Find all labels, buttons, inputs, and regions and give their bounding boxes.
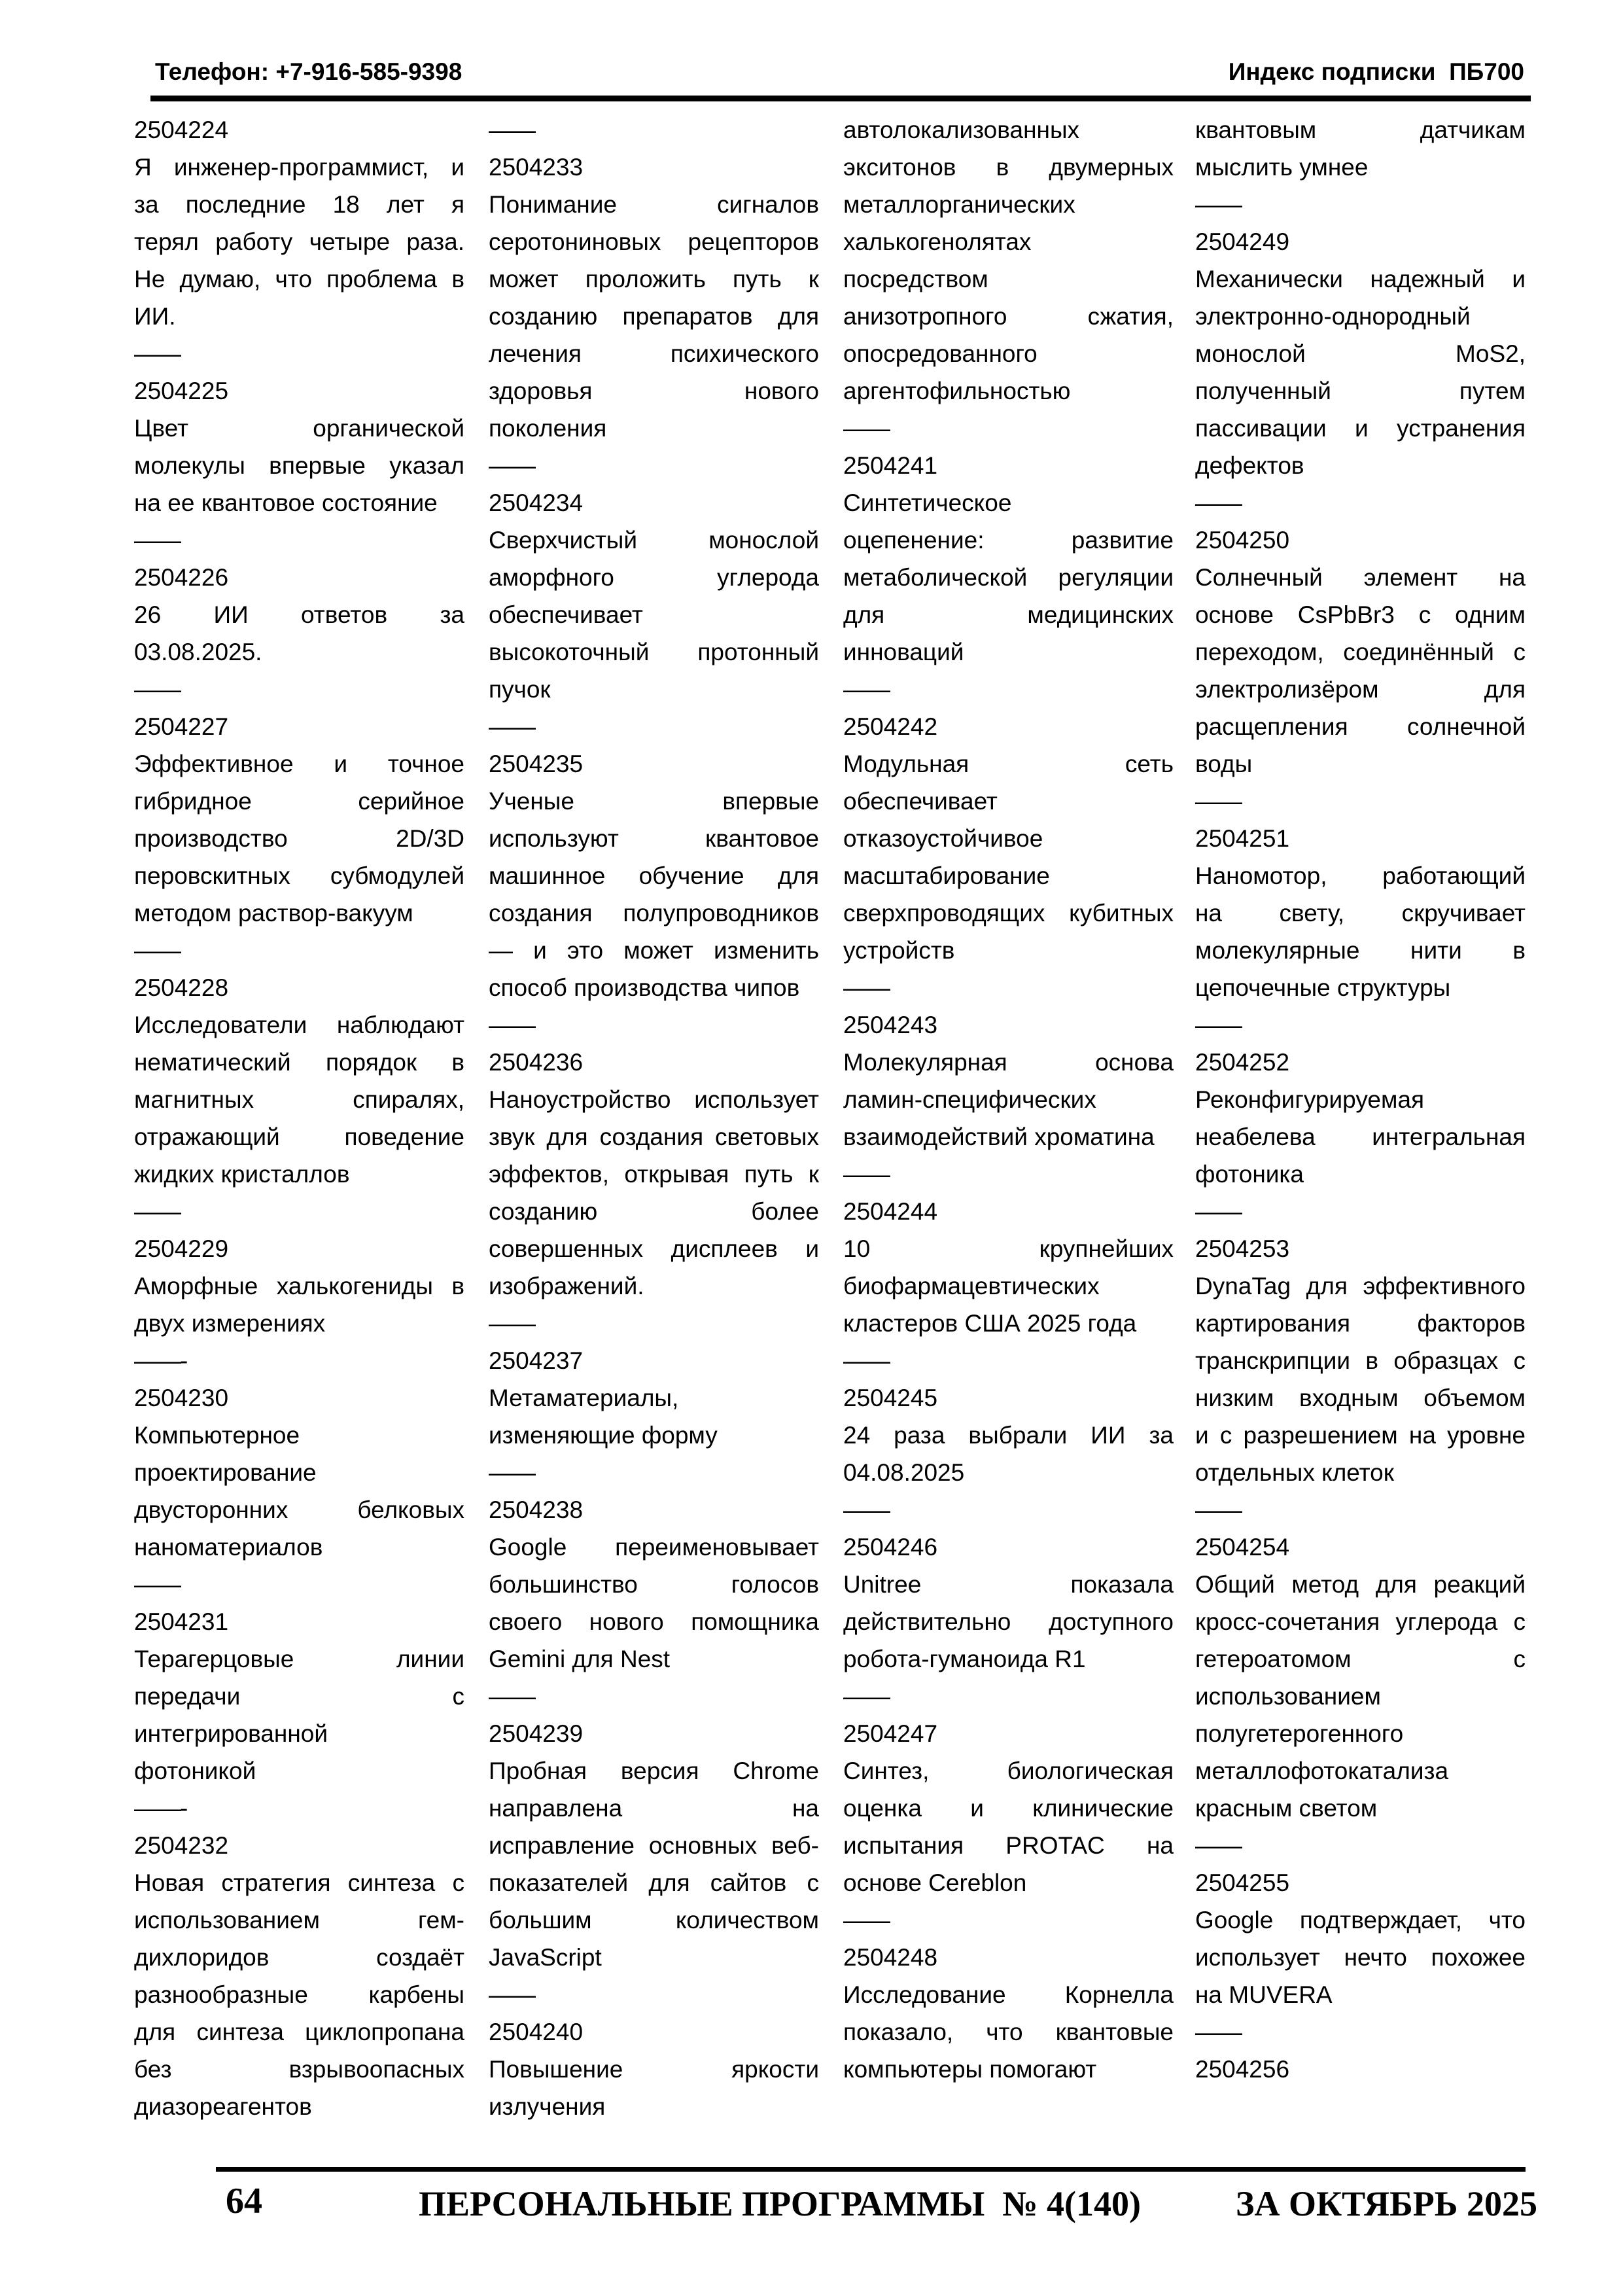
entry-text-line: диазореагентов (134, 2093, 312, 2120)
entry-text-line: халькогенолятах (843, 228, 1032, 255)
entry-separator: —— (843, 974, 889, 1001)
entry-text-line: может проложить путь к (489, 266, 819, 292)
header-subscription-index: Индекс подписки ПБ700 (1228, 58, 1524, 85)
entry-text-line: метаболической регуляции (843, 564, 1174, 591)
entry-text-line: 10 крупнейших (843, 1235, 1174, 1262)
entry-separator: —— (489, 713, 534, 740)
entry-text-line: кросс-сочетания углерода с (1195, 1608, 1526, 1635)
entry-text-line: кластеров США 2025 года (843, 1310, 1137, 1337)
entry-text-line: двух измерениях (134, 1310, 326, 1337)
entry-text-line: экситонов в двумерных (843, 154, 1174, 181)
entry-text-line: гетероатомом с (1195, 1646, 1526, 1672)
entry-text-line: серотониновых рецепторов (489, 228, 819, 255)
entry-text-line: полученный путем (1195, 378, 1526, 404)
entry-separator: —— (134, 937, 180, 964)
entry-separator: —— (134, 1571, 180, 1598)
entry-text-line: компьютеры помогают (843, 2056, 1097, 2083)
entry-text-line: молекулы впервые указал (134, 452, 464, 479)
entry-text-line: Метаматериалы, (489, 1385, 679, 1411)
entry-text-line: основе CsPbBr3 с одним (1195, 601, 1526, 628)
entry-number: 2504225 (134, 378, 229, 404)
entry-text-line: дихлоридов создаёт (134, 1944, 464, 1971)
entry-separator: —— (489, 1981, 534, 2008)
entry-text-line: нематический порядок в (134, 1049, 464, 1076)
entry-text-line: показало, что квантовые (843, 2019, 1174, 2045)
entry-number: 2504238 (489, 1496, 584, 1523)
entry-separator: —— (489, 116, 534, 143)
entry-text-line: Понимание сигналов (489, 191, 819, 218)
entry-text-line: Наноустройство использует (489, 1086, 819, 1113)
entry-separator: —— (1195, 788, 1241, 815)
entry-text-line: Эффективное и точное (134, 751, 464, 777)
entry-text-line: 26 ИИ ответов за (134, 601, 464, 628)
entry-text-line: опосредованного (843, 340, 1038, 367)
entry-number: 2504226 (134, 564, 229, 591)
entry-text-line: биофармацевтических (843, 1273, 1100, 1299)
entry-text-line: автолокализованных (843, 116, 1080, 143)
entry-text-line: и с разрешением на уровне (1195, 1422, 1526, 1449)
entry-text-line: созданию более (489, 1198, 819, 1225)
entry-text-line: Gemini для Nest (489, 1646, 671, 1672)
entry-text-line: Пробная версия Chrome (489, 1757, 819, 1784)
entry-text-line: на ее квантовое состояние (134, 489, 438, 516)
entry-number: 2504229 (134, 1235, 229, 1262)
entry-number: 2504243 (843, 1012, 938, 1038)
entry-separator: —— (843, 415, 889, 442)
entry-text-line: Новая стратегия синтеза с (134, 1869, 464, 1896)
entry-text-line: фотоникой (134, 1757, 256, 1784)
issue-label: ЗА ОКТЯБРЬ 2025 (1235, 2184, 1537, 2223)
entry-text-line: металлорганических (843, 191, 1075, 218)
entry-text-line: для медицинских (843, 601, 1174, 628)
entry-number: 2504254 (1195, 1534, 1290, 1561)
entry-text-line: перовскитных субмодулей (134, 862, 464, 889)
entry-separator: —— (489, 1459, 534, 1486)
header-phone: Телефон: +7-916-585-9398 (155, 58, 462, 85)
entry-text-line: Синтез, биологическая (843, 1757, 1174, 1784)
entry-number: 2504255 (1195, 1869, 1290, 1896)
entry-text-line: полугетерогенного (1195, 1720, 1404, 1747)
entry-number: 2504241 (843, 452, 938, 479)
entry-text-line: изменяющие форму (489, 1422, 718, 1449)
entry-number: 2504256 (1195, 2056, 1290, 2083)
entry-text-line: здоровья нового (489, 378, 819, 404)
entry-text-line: Ученые впервые (489, 788, 819, 815)
entry-text-line: Молекулярная основа (843, 1049, 1174, 1076)
entry-text-line: для синтеза циклопропана (134, 2019, 464, 2045)
entry-separator: —— (1195, 1496, 1241, 1523)
journal-title: ПЕРСОНАЛЬНЫЕ ПРОГРАММЫ № 4(140) (419, 2184, 1141, 2223)
entry-number: 2504234 (489, 489, 584, 516)
entry-text-line: Не думаю, что проблема в (134, 266, 464, 292)
entry-text-line: Google подтверждает, что (1195, 1907, 1526, 1934)
entry-separator: —— (843, 1907, 889, 1934)
entry-number: 2504249 (1195, 228, 1290, 255)
entry-text-line: гибридное серийное (134, 788, 464, 815)
entry-text-line: Синтетическое (843, 489, 1012, 516)
entry-text-line: 24 раза выбрали ИИ за (843, 1422, 1174, 1449)
entry-text-line: молекулярные нити в (1195, 937, 1526, 964)
entry-text-line: Солнечный элемент на (1195, 564, 1526, 591)
entry-separator: —— (1195, 489, 1241, 516)
entry-text-line: DynaTag для эффективного (1195, 1273, 1526, 1299)
entry-text-line: Общий метод для реакций (1195, 1571, 1526, 1598)
entry-text-line: картирования факторов (1195, 1310, 1526, 1337)
entry-text-line: оценка и клинические (843, 1795, 1174, 1822)
entry-text-line: монослой MoS2, (1195, 340, 1526, 367)
entry-text-line: совершенных дисплеев и (489, 1235, 819, 1262)
entry-text-line: большинство голосов (489, 1571, 819, 1598)
entry-text-line: производство 2D/3D (134, 825, 464, 852)
entry-number: 2504247 (843, 1720, 938, 1747)
entry-text-line: Я инженер-программист, и (134, 154, 464, 181)
entry-text-line: методом раствор-вакуум (134, 900, 413, 927)
entry-separator: ——- (134, 1347, 187, 1374)
entry-text-line: магнитных спиралях, (134, 1086, 464, 1113)
entry-text-line: воды (1195, 751, 1253, 777)
entry-text-line: использованием гем- (134, 1907, 464, 1934)
entry-text-line: устройств (843, 937, 955, 964)
entry-separator: —— (1195, 2019, 1241, 2045)
entry-text-line: разнообразные карбены (134, 1981, 464, 2008)
entry-text-line: Наномотор, работающий (1195, 862, 1526, 889)
entry-text-line: аморфного углерода (489, 564, 819, 591)
entry-text-line: излучения (489, 2093, 606, 2120)
column-4 (1195, 111, 1526, 2088)
entry-number: 2504251 (1195, 825, 1290, 852)
entry-text-line: транскрипции в образцах с (1195, 1347, 1526, 1374)
entry-text-line: Unitree показала (843, 1571, 1174, 1598)
entry-text-line: Реконфигурируемая (1195, 1086, 1425, 1113)
entry-text-line: используют квантовое (489, 825, 819, 852)
entry-text-line: отдельных клеток (1195, 1459, 1394, 1486)
entry-text-line: Механически надежный и (1195, 266, 1526, 292)
entry-text-line: передачи с (134, 1683, 464, 1710)
entry-text-line: эффектов, открывая путь к (489, 1161, 819, 1188)
entry-number: 2504237 (489, 1347, 584, 1374)
entry-text-line: робота-гуманоида R1 (843, 1646, 1086, 1672)
entry-text-line: жидких кристаллов (134, 1161, 350, 1188)
entry-text-line: своего нового помощника (489, 1608, 819, 1635)
entry-number: 2504245 (843, 1385, 938, 1411)
entry-text-line: обеспечивает (843, 788, 998, 815)
entry-separator: —— (1195, 1198, 1241, 1225)
entry-text-line: металлофотокатализа (1195, 1757, 1449, 1784)
entry-text-line: наноматериалов (134, 1534, 323, 1561)
column-1 (134, 111, 464, 2125)
entry-text-line: Терагерцовые линии (134, 1646, 464, 1672)
entry-text-line: двусторонних белковых (134, 1496, 464, 1523)
entry-text-line: терял работу четыре раза. (134, 228, 464, 255)
footer-rule (216, 2167, 1526, 2172)
entry-text-line: низким входным объемом (1195, 1385, 1526, 1411)
entry-number: 2504236 (489, 1049, 584, 1076)
entry-number: 2504248 (843, 1944, 938, 1971)
entry-separator: —— (843, 1347, 889, 1374)
entry-separator: —— (1195, 1012, 1241, 1038)
entry-text-line: изображений. (489, 1273, 644, 1299)
entry-text-line: посредством (843, 266, 988, 292)
entry-number: 2504239 (489, 1720, 584, 1747)
entry-text-line: на MUVERA (1195, 1981, 1333, 2008)
entry-text-line: инноваций (843, 639, 964, 665)
entry-separator: ——- (134, 1795, 187, 1822)
entry-text-line: неабелева интегральная (1195, 1123, 1526, 1150)
entry-separator: —— (843, 1161, 889, 1188)
entry-separator: —— (489, 1012, 534, 1038)
entry-text-line: анизотропного сжатия, (843, 303, 1174, 330)
entry-text-line: действительно доступного (843, 1608, 1174, 1635)
entry-number: 2504232 (134, 1832, 229, 1859)
entry-text-line: Сверхчистый монослой (489, 527, 819, 554)
entry-text-line: машинное обучение для (489, 862, 819, 889)
entry-text-line: 04.08.2025 (843, 1459, 965, 1486)
entry-text-line: использованием (1195, 1683, 1381, 1710)
page-number: 64 (226, 2181, 262, 2221)
entry-text-line: Повышение яркости (489, 2056, 819, 2083)
entry-text-line: Модульная сеть (843, 751, 1174, 777)
entry-text-line: Аморфные халькогениды в (134, 1273, 464, 1299)
entry-number: 2504227 (134, 713, 229, 740)
entry-text-line: испытания PROTAC на (843, 1832, 1174, 1859)
entry-text-line: — и это может изменить (489, 937, 819, 964)
entry-number: 2504230 (134, 1385, 229, 1411)
entry-separator: —— (1195, 1832, 1241, 1859)
entry-text-line: звук для создания световых (489, 1123, 819, 1150)
entry-number: 2504240 (489, 2019, 584, 2045)
entry-text-line: 03.08.2025. (134, 639, 262, 665)
entry-text-line: переходом, соединённый с (1195, 639, 1526, 665)
entry-separator: —— (134, 1198, 180, 1225)
entry-text-line: поколения (489, 415, 607, 442)
entry-separator: —— (843, 1496, 889, 1523)
entry-text-line: дефектов (1195, 452, 1304, 479)
entry-text-line: показателей для сайтов с (489, 1869, 819, 1896)
entry-text-line: без взрывоопасных (134, 2056, 464, 2083)
entry-text-line: проектирование (134, 1459, 317, 1486)
entry-text-line: за последние 18 лет я (134, 191, 464, 218)
entry-separator: —— (134, 527, 180, 554)
entry-text-line: высокоточный протонный (489, 639, 819, 665)
entry-text-line: ламин-специфических (843, 1086, 1096, 1113)
entry-separator: —— (1195, 191, 1241, 218)
entry-number: 2504235 (489, 751, 584, 777)
column-2 (489, 111, 819, 2125)
entry-text-line: электронно-однородный (1195, 303, 1471, 330)
entry-number: 2504252 (1195, 1049, 1290, 1076)
entry-number: 2504244 (843, 1198, 938, 1225)
entry-separator: —— (489, 1310, 534, 1337)
entry-separator: —— (843, 1683, 889, 1710)
entry-text-line: квантовым датчикам (1195, 116, 1526, 143)
entry-text-line: лечения психического (489, 340, 819, 367)
entry-text-line: Исследование Корнелла (843, 1981, 1174, 2008)
column-3 (843, 111, 1174, 2088)
entry-text-line: сверхпроводящих кубитных (843, 900, 1174, 927)
entry-number: 2504231 (134, 1608, 229, 1635)
entry-separator: —— (843, 676, 889, 703)
entry-text-line: оцепенение: развитие (843, 527, 1174, 554)
entry-text-line: пучок (489, 676, 551, 703)
entry-separator: —— (489, 452, 534, 479)
entry-text-line: мыслить умнее (1195, 154, 1369, 181)
entry-text-line: на свету, скручивает (1195, 900, 1526, 927)
entry-text-line: Компьютерное (134, 1422, 300, 1449)
entry-text-line: созданию препаратов для (489, 303, 819, 330)
entry-text-line: большим количеством (489, 1907, 819, 1934)
header-rule (150, 96, 1531, 101)
entry-number: 2504250 (1195, 527, 1290, 554)
entry-text-line: Цвет органической (134, 415, 464, 442)
entry-text-line: пассивации и устранения (1195, 415, 1526, 442)
entry-text-line: отражающий поведение (134, 1123, 464, 1150)
entry-text-line: JavaScript (489, 1944, 602, 1971)
entry-separator: —— (489, 1683, 534, 1710)
entry-text-line: электролизёром для (1195, 676, 1526, 703)
entry-separator: —— (134, 340, 180, 367)
entry-text-line: обеспечивает (489, 601, 643, 628)
entry-number: 2504228 (134, 974, 229, 1001)
entry-text-line: красным светом (1195, 1795, 1378, 1822)
entry-text-line: цепочечные структуры (1195, 974, 1451, 1001)
entry-text-line: фотоника (1195, 1161, 1304, 1188)
entry-number: 2504246 (843, 1534, 938, 1561)
entry-text-line: аргентофильностью (843, 378, 1071, 404)
entry-number: 2504224 (134, 116, 229, 143)
entry-number: 2504242 (843, 713, 938, 740)
entry-text-line: создания полупроводников (489, 900, 819, 927)
entry-text-line: интегрированной (134, 1720, 328, 1747)
entry-number: 2504233 (489, 154, 584, 181)
entry-separator: —— (134, 676, 180, 703)
entry-number: 2504253 (1195, 1235, 1290, 1262)
entry-text-line: взаимодействий хроматина (843, 1123, 1155, 1150)
entry-text-line: использует нечто похожее (1195, 1944, 1526, 1971)
entry-text-line: направлена на (489, 1795, 819, 1822)
entry-text-line: отказоустойчивое (843, 825, 1043, 852)
entry-text-line: основе Cereblon (843, 1869, 1027, 1896)
entry-text-line: способ производства чипов (489, 974, 800, 1001)
entry-text-line: масштабирование (843, 862, 1050, 889)
entry-text-line: Исследователи наблюдают (134, 1012, 464, 1038)
entry-text-line: расщепления солнечной (1195, 713, 1526, 740)
entry-text-line: ИИ. (134, 303, 176, 330)
entry-text-line: Google переименовывает (489, 1534, 819, 1561)
entry-text-line: исправление основных веб- (489, 1832, 819, 1859)
